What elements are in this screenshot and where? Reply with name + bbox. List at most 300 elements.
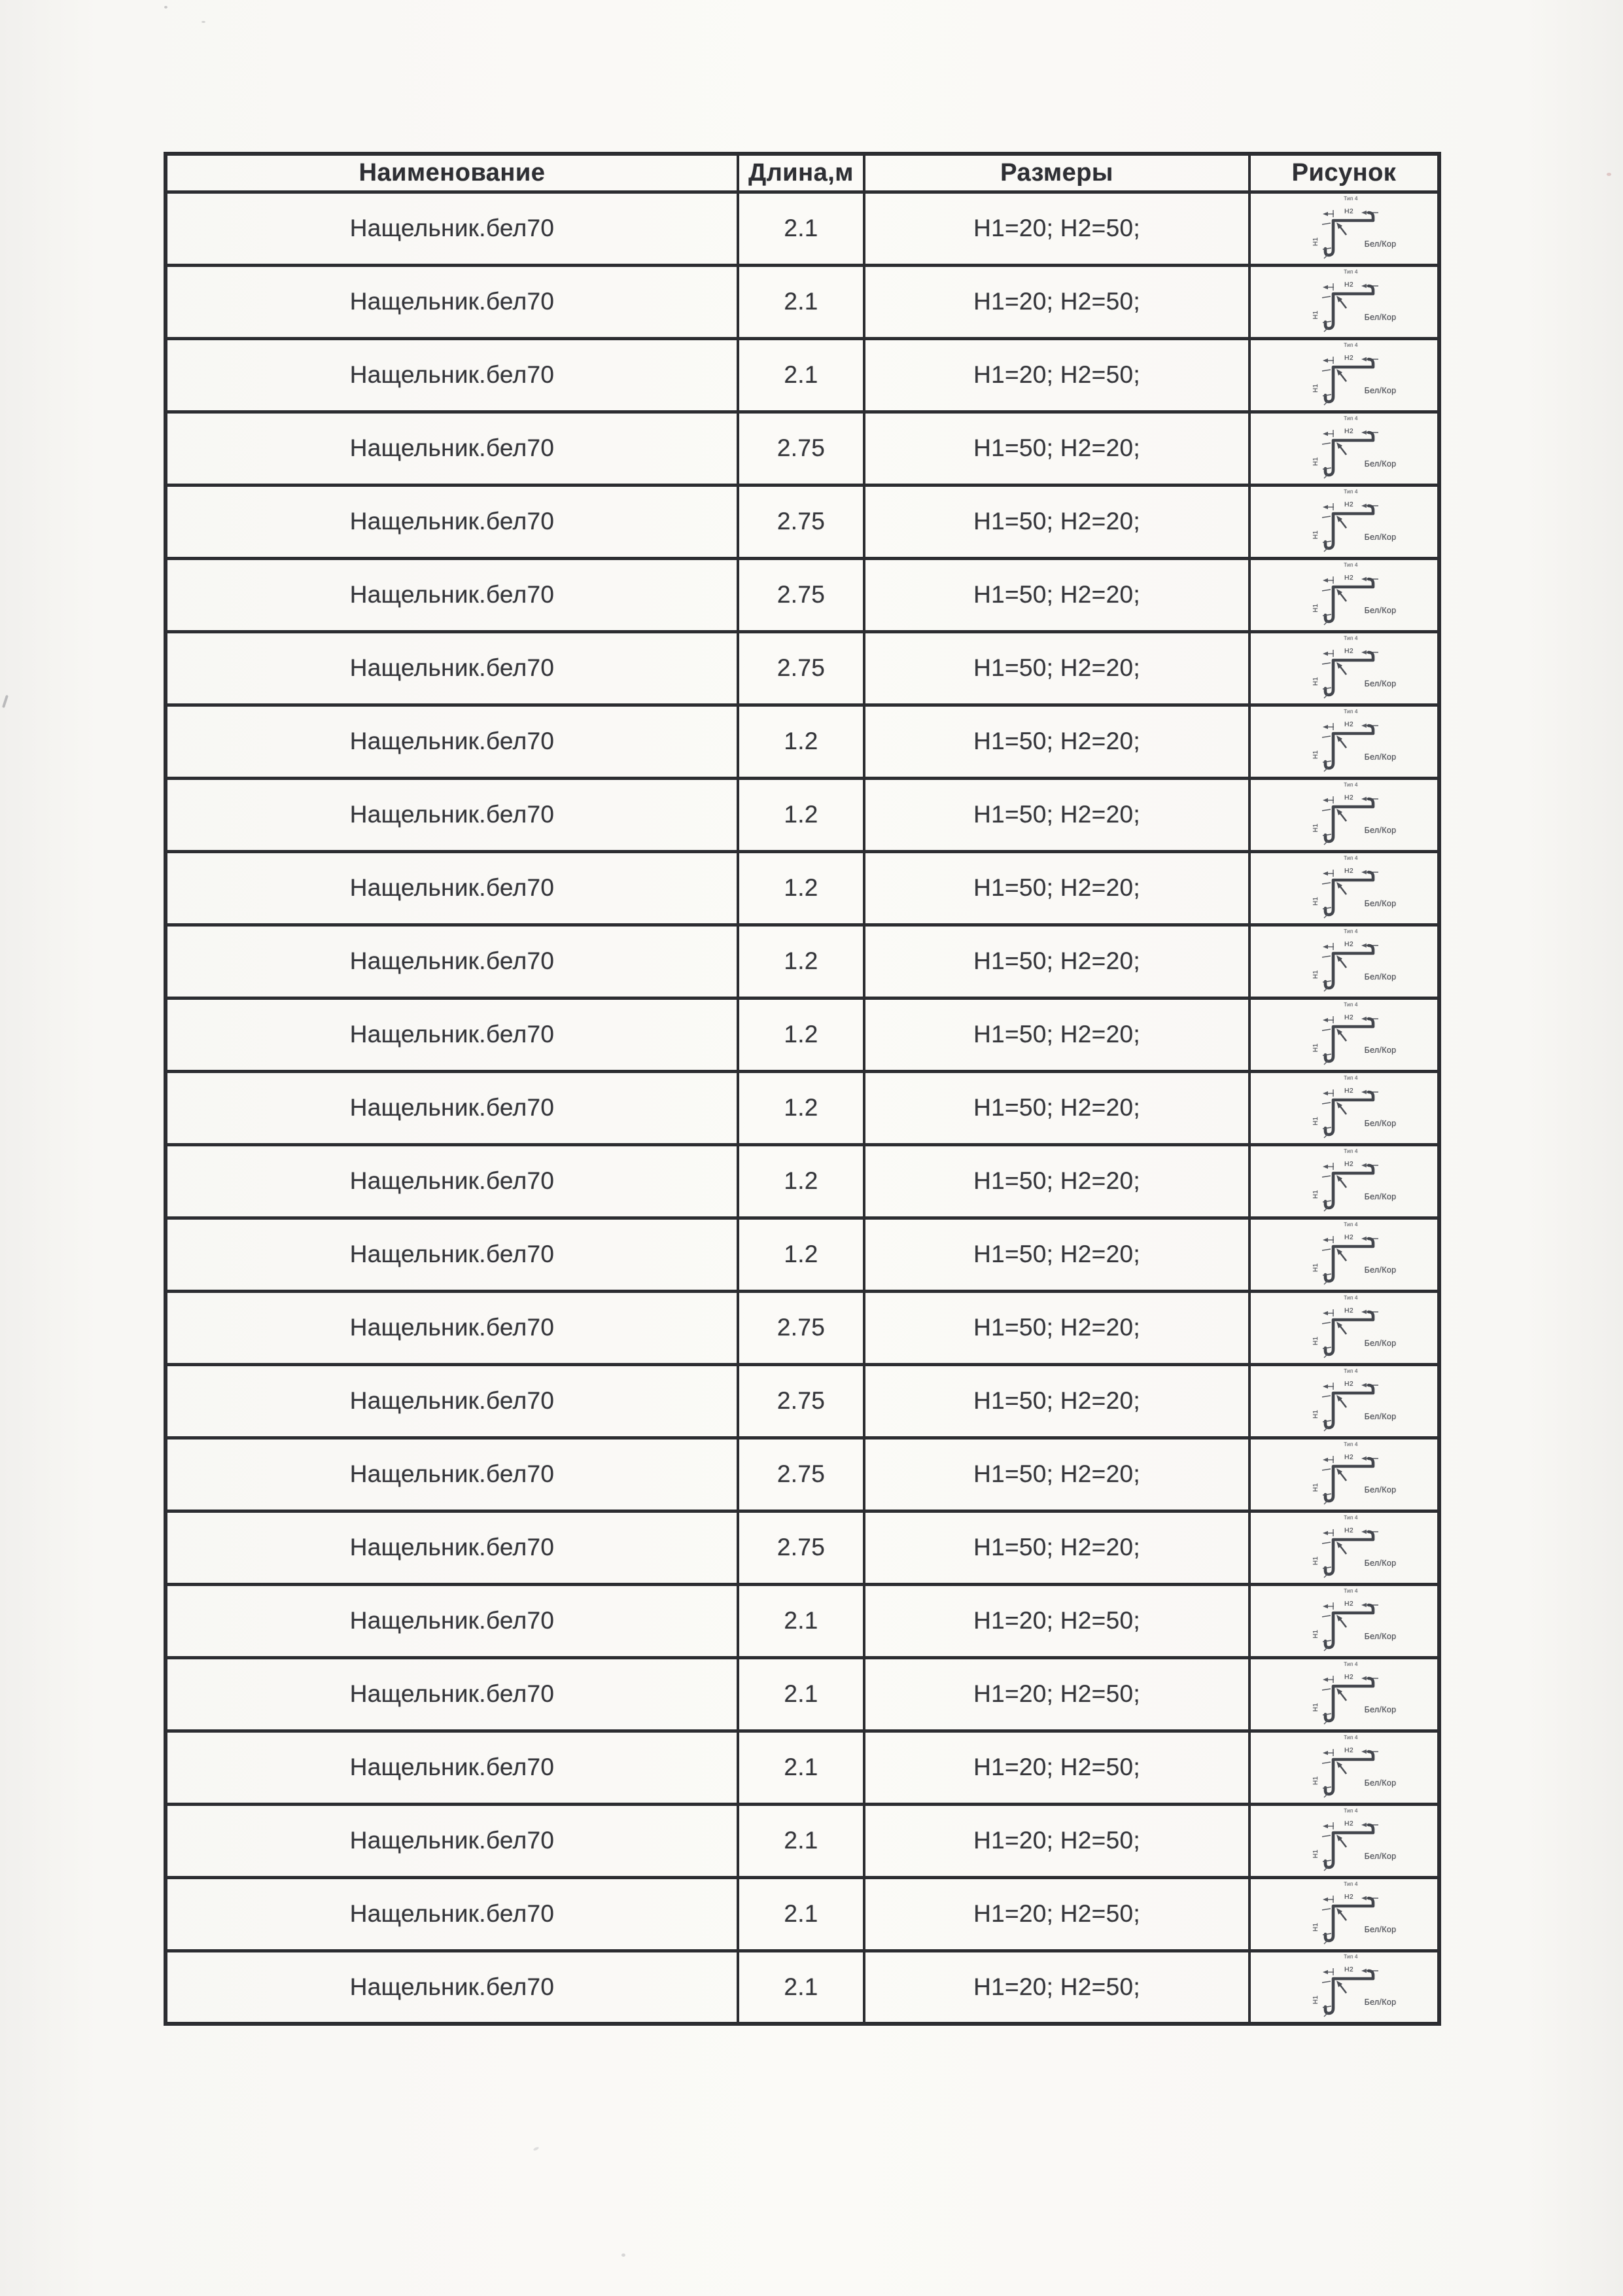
corner-arrow (1336, 1688, 1346, 1701)
dimensions-cell: H1=50; H2=20; (864, 778, 1249, 851)
scan-speck (2, 695, 9, 708)
figure-h2-label: H2 (1344, 573, 1353, 582)
figure-color-label: Бел/Кор (1364, 1192, 1396, 1201)
profile-figure (1261, 854, 1448, 923)
figure-cell (1249, 1804, 1439, 1877)
figure-h1-label: H1 (1312, 383, 1319, 393)
dimensions-cell: H1=50; H2=20; (864, 1438, 1249, 1511)
dimensions-cell: H1=50; H2=20; (864, 1071, 1249, 1144)
profile-drawing (1296, 1587, 1414, 1655)
length-cell: 2.75 (738, 1364, 864, 1438)
name-cell: Нащельник.бел70 (166, 925, 738, 998)
corner-arrow (1336, 516, 1346, 528)
profile-path (1325, 213, 1373, 255)
name-cell: Нащельник.бел70 (166, 338, 738, 412)
figure-color-label: Бел/Кор (1364, 1778, 1396, 1788)
profile-drawing (1296, 854, 1414, 923)
profile-path (1325, 945, 1373, 988)
table-row (166, 1731, 1439, 1804)
name-cell: Нащельник.бел70 (166, 1731, 738, 1804)
figure-h1-label: H1 (1312, 970, 1319, 979)
dimensions-cell: H1=50; H2=20; (864, 1511, 1249, 1584)
corner-arrow (1336, 955, 1346, 968)
profile-figure (1261, 1733, 1448, 1802)
profile-drawing (1296, 1952, 1414, 2021)
profile-figure (1261, 1513, 1448, 1582)
figure-color-label: Бел/Кор (1364, 825, 1396, 835)
figure-cell (1249, 192, 1439, 265)
figure-type-label: Тип 4 (1343, 928, 1358, 934)
profile-figure (1261, 341, 1448, 410)
corner-arrow (1336, 735, 1346, 748)
figure-h2-label: H2 (1344, 1966, 1353, 1974)
figure-type-label: Тип 4 (1343, 635, 1358, 641)
figure-color-label: Бел/Кор (1364, 459, 1396, 468)
name-cell: Нащельник.бел70 (166, 1291, 738, 1364)
length-cell: 2.1 (738, 1657, 864, 1731)
figure-h1-label: H1 (1312, 1116, 1319, 1125)
figure-h2-label: H2 (1344, 793, 1353, 802)
name-cell: Нащельник.бел70 (166, 631, 738, 705)
profile-path (1325, 1312, 1373, 1354)
name-cell: Нащельник.бел70 (166, 851, 738, 925)
table-row (166, 1291, 1439, 1364)
figure-type-label: Тип 4 (1343, 1001, 1358, 1008)
figure-type-label: Тип 4 (1343, 855, 1358, 861)
dimensions-cell: H1=20; H2=50; (864, 192, 1249, 265)
dimensions-cell: H1=20; H2=50; (864, 1804, 1249, 1877)
name-cell: Нащельник.бел70 (166, 1657, 738, 1731)
figure-h2-label: H2 (1344, 207, 1353, 215)
length-cell: 2.1 (738, 192, 864, 265)
figure-cell (1249, 778, 1439, 851)
figure-h1-label: H1 (1312, 457, 1319, 466)
table-row (166, 1144, 1439, 1218)
profile-figure (1261, 1440, 1448, 1509)
figure-h1-label: H1 (1312, 1922, 1319, 1932)
dimensions-cell: H1=50; H2=20; (864, 1218, 1249, 1291)
column-header-length: Длина,м (738, 154, 864, 192)
header-row (166, 154, 1439, 192)
profile-path (1325, 433, 1373, 475)
figure-type-label: Тип 4 (1343, 708, 1358, 715)
figure-type-label: Тип 4 (1343, 195, 1358, 202)
figure-h2-label: H2 (1344, 1746, 1353, 1754)
name-cell: Нащельник.бел70 (166, 265, 738, 338)
corner-arrow (1336, 1981, 1346, 1993)
corner-arrow (1336, 222, 1346, 235)
name-cell: Нащельник.бел70 (166, 1438, 738, 1511)
table-row (166, 338, 1439, 412)
dimensions-cell: H1=50; H2=20; (864, 485, 1249, 558)
profile-figure (1261, 194, 1448, 263)
length-cell: 1.2 (738, 1071, 864, 1144)
name-cell: Нащельник.бел70 (166, 558, 738, 631)
figure-h1-label: H1 (1312, 603, 1319, 612)
table-row (166, 485, 1439, 558)
name-cell: Нащельник.бел70 (166, 1071, 738, 1144)
figure-cell (1249, 851, 1439, 925)
dimensions-cell: H1=50; H2=20; (864, 1364, 1249, 1438)
profile-drawing (1296, 1000, 1414, 1069)
dimensions-cell: H1=50; H2=20; (864, 925, 1249, 998)
column-header-dimensions: Размеры (864, 154, 1249, 192)
corner-arrow (1336, 809, 1346, 821)
figure-type-label: Тип 4 (1343, 1734, 1358, 1740)
figure-h1-label: H1 (1312, 823, 1319, 832)
figure-type-label: Тип 4 (1343, 268, 1358, 275)
name-cell: Нащельник.бел70 (166, 1144, 738, 1218)
figure-cell (1249, 1877, 1439, 1951)
profile-figure (1261, 634, 1448, 703)
dimensions-cell: H1=50; H2=20; (864, 851, 1249, 925)
profile-drawing (1296, 1660, 1414, 1729)
profile-drawing (1296, 1733, 1414, 1802)
table-row (166, 1071, 1439, 1144)
table-row (166, 1657, 1439, 1731)
profile-drawing (1296, 1880, 1414, 1949)
figure-cell (1249, 1951, 1439, 2024)
length-cell: 2.1 (738, 1877, 864, 1951)
table-row (166, 998, 1439, 1071)
figure-type-label: Тип 4 (1343, 488, 1358, 495)
profile-path (1325, 1385, 1373, 1428)
name-cell: Нащельник.бел70 (166, 1804, 738, 1877)
figure-h2-label: H2 (1344, 1086, 1353, 1095)
scan-speck (533, 2146, 540, 2151)
profile-figure (1261, 1220, 1448, 1289)
profile-path (1325, 726, 1373, 768)
figure-cell (1249, 412, 1439, 485)
figure-h2-label: H2 (1344, 1599, 1353, 1608)
corner-arrow (1336, 296, 1346, 308)
corner-arrow (1336, 1248, 1346, 1261)
figure-cell (1249, 1291, 1439, 1364)
length-cell: 2.75 (738, 1511, 864, 1584)
profile-path (1325, 579, 1373, 622)
figure-h1-label: H1 (1312, 1263, 1319, 1272)
profile-drawing (1296, 414, 1414, 483)
profile-figure (1261, 268, 1448, 336)
profile-drawing (1296, 268, 1414, 336)
figure-color-label: Бел/Кор (1364, 312, 1396, 322)
table-row (166, 851, 1439, 925)
dimensions-cell: H1=50; H2=20; (864, 1144, 1249, 1218)
column-header-figure: Рисунок (1249, 154, 1439, 192)
figure-type-label: Тип 4 (1343, 1881, 1358, 1887)
figure-cell (1249, 925, 1439, 998)
table-row (166, 1584, 1439, 1657)
profile-path (1325, 1458, 1373, 1501)
figure-h1-label: H1 (1312, 1483, 1319, 1492)
name-cell: Нащельник.бел70 (166, 998, 738, 1071)
figure-h1-label: H1 (1312, 1995, 1319, 2005)
profile-path (1325, 1898, 1373, 1941)
figure-h2-label: H2 (1344, 1233, 1353, 1241)
profile-figure (1261, 1807, 1448, 1875)
corner-arrow (1336, 1835, 1346, 1847)
figure-h2-label: H2 (1344, 646, 1353, 655)
profile-path (1325, 286, 1373, 328)
length-cell: 2.75 (738, 1291, 864, 1364)
table-row (166, 412, 1439, 485)
figure-h1-label: H1 (1312, 1043, 1319, 1052)
profile-path (1325, 652, 1373, 695)
table-row (166, 192, 1439, 265)
profile-path (1325, 1092, 1373, 1135)
name-cell: Нащельник.бел70 (166, 1218, 738, 1291)
profile-drawing (1296, 1513, 1414, 1582)
profile-path (1325, 1605, 1373, 1648)
figure-h1-label: H1 (1312, 1409, 1319, 1419)
table-row (166, 778, 1439, 851)
figure-color-label: Бел/Кор (1364, 605, 1396, 615)
profile-drawing (1296, 1294, 1414, 1362)
profile-path (1325, 1532, 1373, 1574)
length-cell: 2.1 (738, 1804, 864, 1877)
figure-type-label: Тип 4 (1343, 1148, 1358, 1154)
length-cell: 2.75 (738, 1438, 864, 1511)
dimensions-cell: H1=50; H2=20; (864, 412, 1249, 485)
dimensions-cell: H1=50; H2=20; (864, 998, 1249, 1071)
figure-cell (1249, 485, 1439, 558)
profile-drawing (1296, 1807, 1414, 1875)
figure-type-label: Тип 4 (1343, 1441, 1358, 1447)
profile-figure (1261, 1880, 1448, 1949)
parts-table (164, 152, 1441, 2026)
profile-drawing (1296, 487, 1414, 556)
dimensions-cell: H1=20; H2=50; (864, 1584, 1249, 1657)
figure-h1-label: H1 (1312, 237, 1319, 246)
figure-cell (1249, 1218, 1439, 1291)
profile-figure (1261, 707, 1448, 776)
figure-h1-label: H1 (1312, 677, 1319, 686)
figure-cell (1249, 1657, 1439, 1731)
length-cell: 2.1 (738, 1731, 864, 1804)
name-cell: Нащельник.бел70 (166, 1584, 738, 1657)
figure-h1-label: H1 (1312, 1190, 1319, 1199)
dimensions-cell: H1=20; H2=50; (864, 1951, 1249, 2024)
length-cell: 2.1 (738, 338, 864, 412)
figure-color-label: Бел/Кор (1364, 1411, 1396, 1421)
figure-h2-label: H2 (1344, 720, 1353, 728)
profile-path (1325, 1165, 1373, 1208)
figure-h1-label: H1 (1312, 1776, 1319, 1785)
figure-h1-label: H1 (1312, 750, 1319, 759)
name-cell: Нащельник.бел70 (166, 412, 738, 485)
profile-path (1325, 506, 1373, 548)
table-row (166, 1951, 1439, 2024)
profile-path (1325, 1971, 1373, 2013)
figure-cell (1249, 705, 1439, 778)
figure-h2-label: H2 (1344, 1526, 1353, 1534)
figure-cell (1249, 1144, 1439, 1218)
figure-h2-label: H2 (1344, 940, 1353, 948)
profile-drawing (1296, 1147, 1414, 1216)
profile-drawing (1296, 781, 1414, 849)
table-row (166, 1511, 1439, 1584)
table-row (166, 705, 1439, 778)
length-cell: 1.2 (738, 1144, 864, 1218)
table-row (166, 1218, 1439, 1291)
length-cell: 1.2 (738, 925, 864, 998)
figure-h1-label: H1 (1312, 310, 1319, 319)
corner-arrow (1336, 1761, 1346, 1774)
profile-figure (1261, 1587, 1448, 1655)
figure-h2-label: H2 (1344, 280, 1353, 289)
dimensions-cell: H1=50; H2=20; (864, 705, 1249, 778)
profile-figure (1261, 1367, 1448, 1436)
figure-color-label: Бел/Кор (1364, 1924, 1396, 1934)
figure-color-label: Бел/Кор (1364, 1704, 1396, 1714)
profile-path (1325, 1678, 1373, 1721)
profile-drawing (1296, 1220, 1414, 1289)
figure-h1-label: H1 (1312, 1849, 1319, 1858)
figure-h2-label: H2 (1344, 1453, 1353, 1461)
corner-arrow (1336, 442, 1346, 455)
figure-h1-label: H1 (1312, 896, 1319, 906)
figure-h2-label: H2 (1344, 353, 1353, 362)
figure-type-label: Тип 4 (1343, 342, 1358, 348)
profile-figure (1261, 1074, 1448, 1142)
figure-type-label: Тип 4 (1343, 781, 1358, 788)
figure-cell (1249, 338, 1439, 412)
profile-figure (1261, 487, 1448, 556)
corner-arrow (1336, 1615, 1346, 1627)
length-cell: 1.2 (738, 705, 864, 778)
figure-cell (1249, 265, 1439, 338)
figure-color-label: Бел/Кор (1364, 1558, 1396, 1568)
corner-arrow (1336, 1908, 1346, 1920)
name-cell: Нащельник.бел70 (166, 705, 738, 778)
length-cell: 2.75 (738, 485, 864, 558)
profile-drawing (1296, 1440, 1414, 1509)
figure-type-label: Тип 4 (1343, 1954, 1358, 1960)
table-row (166, 1804, 1439, 1877)
name-cell: Нащельник.бел70 (166, 1877, 738, 1951)
figure-cell (1249, 631, 1439, 705)
dimensions-cell: H1=50; H2=20; (864, 1291, 1249, 1364)
dimensions-cell: H1=50; H2=20; (864, 631, 1249, 705)
figure-h2-label: H2 (1344, 1013, 1353, 1021)
figure-h2-label: H2 (1344, 1892, 1353, 1901)
profile-path (1325, 1019, 1373, 1061)
profile-figure (1261, 1000, 1448, 1069)
length-cell: 1.2 (738, 998, 864, 1071)
column-header-name: Наименование (166, 154, 738, 192)
corner-arrow (1336, 369, 1346, 381)
profile-path (1325, 1825, 1373, 1867)
figure-h1-label: H1 (1312, 530, 1319, 539)
figure-color-label: Бел/Кор (1364, 532, 1396, 542)
profile-drawing (1296, 927, 1414, 996)
figure-color-label: Бел/Кор (1364, 1485, 1396, 1494)
figure-h2-label: H2 (1344, 1159, 1353, 1168)
figure-cell (1249, 1438, 1439, 1511)
figure-color-label: Бел/Кор (1364, 1265, 1396, 1275)
figure-h1-label: H1 (1312, 1336, 1319, 1345)
table-row (166, 265, 1439, 338)
scan-speck (1607, 173, 1611, 176)
profile-drawing (1296, 1367, 1414, 1436)
name-cell: Нащельник.бел70 (166, 778, 738, 851)
figure-color-label: Бел/Кор (1364, 385, 1396, 395)
figure-h1-label: H1 (1312, 1703, 1319, 1712)
figure-color-label: Бел/Кор (1364, 1338, 1396, 1348)
profile-path (1325, 1239, 1373, 1281)
figure-color-label: Бел/Кор (1364, 1851, 1396, 1861)
figure-type-label: Тип 4 (1343, 1074, 1358, 1081)
figure-cell (1249, 558, 1439, 631)
figure-color-label: Бел/Кор (1364, 1998, 1396, 2007)
profile-figure (1261, 414, 1448, 483)
figure-h2-label: H2 (1344, 1819, 1353, 1828)
corner-arrow (1336, 662, 1346, 675)
figure-h2-label: H2 (1344, 866, 1353, 875)
dimensions-cell: H1=20; H2=50; (864, 265, 1249, 338)
figure-type-label: Тип 4 (1343, 561, 1358, 568)
table-row (166, 1877, 1439, 1951)
corner-arrow (1336, 1029, 1346, 1041)
length-cell: 2.1 (738, 1584, 864, 1657)
figure-type-label: Тип 4 (1343, 1294, 1358, 1301)
profile-figure (1261, 1952, 1448, 2021)
profile-figure (1261, 781, 1448, 849)
dimensions-cell: H1=20; H2=50; (864, 1877, 1249, 1951)
profile-figure (1261, 1147, 1448, 1216)
name-cell: Нащельник.бел70 (166, 1364, 738, 1438)
profile-path (1325, 359, 1373, 402)
figure-type-label: Тип 4 (1343, 1514, 1358, 1521)
profile-drawing (1296, 194, 1414, 263)
figure-color-label: Бел/Кор (1364, 898, 1396, 908)
table-row (166, 558, 1439, 631)
name-cell: Нащельник.бел70 (166, 485, 738, 558)
figure-h1-label: H1 (1312, 1556, 1319, 1565)
scan-speck (621, 2253, 625, 2257)
figure-type-label: Тип 4 (1343, 1661, 1358, 1667)
profile-path (1325, 799, 1373, 841)
scan-speck (201, 21, 205, 23)
figure-type-label: Тип 4 (1343, 1807, 1358, 1814)
figure-cell (1249, 1071, 1439, 1144)
dimensions-cell: H1=20; H2=50; (864, 1657, 1249, 1731)
dimensions-cell: H1=20; H2=50; (864, 338, 1249, 412)
length-cell: 2.75 (738, 558, 864, 631)
table-body (166, 192, 1439, 2024)
profile-figure (1261, 561, 1448, 629)
length-cell: 2.75 (738, 412, 864, 485)
figure-color-label: Бел/Кор (1364, 679, 1396, 688)
figure-type-label: Тип 4 (1343, 415, 1358, 421)
profile-drawing (1296, 707, 1414, 776)
figure-cell (1249, 1364, 1439, 1438)
figure-cell (1249, 1511, 1439, 1584)
profile-drawing (1296, 634, 1414, 703)
length-cell: 2.75 (738, 631, 864, 705)
length-cell: 1.2 (738, 778, 864, 851)
profile-path (1325, 872, 1373, 915)
figure-type-label: Тип 4 (1343, 1221, 1358, 1227)
figure-h2-label: H2 (1344, 427, 1353, 435)
figure-color-label: Бел/Кор (1364, 1045, 1396, 1055)
dimensions-cell: H1=50; H2=20; (864, 558, 1249, 631)
profile-drawing (1296, 1074, 1414, 1142)
table-row (166, 631, 1439, 705)
scan-speck (164, 6, 167, 9)
figure-color-label: Бел/Кор (1364, 1118, 1396, 1128)
name-cell: Нащельник.бел70 (166, 192, 738, 265)
